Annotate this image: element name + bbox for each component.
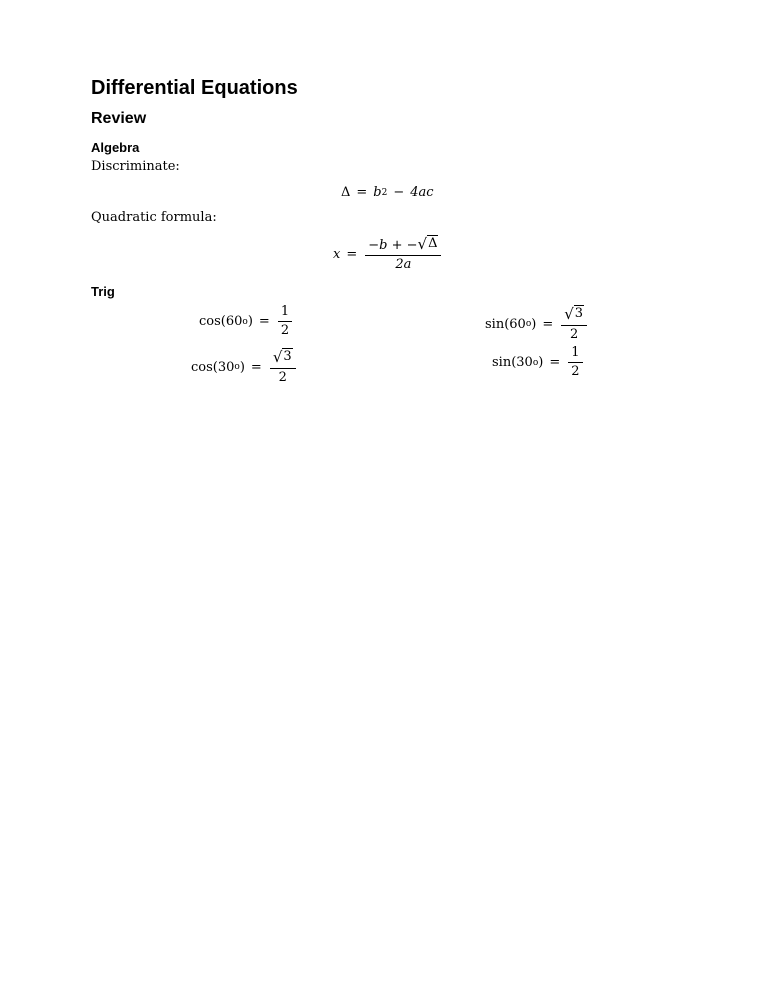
quadratic-equation xyxy=(333,235,443,273)
subsection-heading-trig: Trig xyxy=(91,284,115,299)
radical-sign: √ xyxy=(272,348,283,366)
subsection-heading-algebra: Algebra xyxy=(91,140,140,155)
sin60-equation: sin(60 o ) = √ 3 2 xyxy=(485,305,589,343)
discriminant-label: Discriminate: xyxy=(91,159,180,174)
exponent: 2 xyxy=(381,187,388,198)
radical-sign: √ xyxy=(417,235,428,253)
var-x: x xyxy=(333,246,341,262)
sqrt-delta: √ Δ xyxy=(417,235,438,253)
fraction: √ 3 2 xyxy=(270,348,296,386)
delta-symbol: Δ xyxy=(341,185,351,200)
section-heading-review: Review xyxy=(91,110,147,127)
cos30-equation: cos(30 o ) = √ 3 2 xyxy=(191,348,298,386)
fraction: $\frac{1}{2}$ xyxy=(278,304,292,339)
radical-sign: √ xyxy=(564,305,574,323)
equals-sign: = xyxy=(346,246,358,262)
quadratic-label: Quadratic formula: xyxy=(91,210,217,225)
discriminant-equation xyxy=(341,185,434,200)
page-title: Differential Equations xyxy=(91,77,298,99)
sin30-equation: sin(30 o ) = $\frac{1}{2}$ xyxy=(492,345,585,380)
quadratic-fraction xyxy=(365,235,441,273)
fraction: $\frac{1}{2}$ xyxy=(568,345,582,380)
minus-sign: − xyxy=(393,185,405,200)
denominator: 2a xyxy=(395,257,412,272)
var-b: b xyxy=(373,185,382,200)
term-4ac: 4ac xyxy=(410,185,434,200)
cos60-equation: cos(60 o ) = $\frac{1}{2}$ xyxy=(199,304,294,339)
fraction: √ 3 2 xyxy=(561,305,587,343)
numerator-prefix: −b + − xyxy=(368,238,418,253)
equals-sign: = xyxy=(356,185,368,200)
